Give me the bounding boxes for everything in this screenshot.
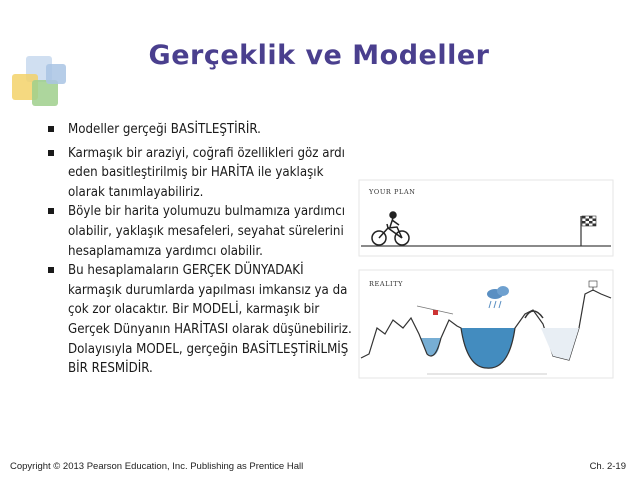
bullet-list — [44, 120, 354, 379]
bullet-text: Bu hesaplamaların GERÇEK DÜNYADAKİ karmaşık durumlarda yapılması imkansız ya da çok zor olacaktır. Bir MODELİ, karmaşık bir Gerçek Dünyanın HARİTASI olarak düşünebiliriz. Dolayısıyla MODEL, gerçeğin BASİTLEŞTİRİLMİŞ BİR RESMİDİR. — [68, 263, 352, 377]
bullet-text: Karmaşık bir araziyi, coğrafi özellikleri göz ardı eden basitleştirilmiş bir HARİTA ile yaklaşık olarak tanımlayabiliriz. — [68, 145, 345, 200]
bullet-item — [44, 144, 354, 203]
plan-reality-illustration — [357, 178, 615, 380]
bullet-square-icon — [48, 267, 54, 273]
bullet-item — [44, 261, 354, 379]
bullet-item — [44, 120, 354, 140]
slide-number: Ch. 2-19 — [589, 461, 626, 472]
copyright-text: Copyright © 2013 Pearson Education, Inc. Publishing as Prentice Hall — [10, 461, 304, 472]
plan-vs-reality-figure — [357, 178, 615, 380]
cable-car-icon — [433, 310, 438, 315]
bullet-text: Modeller gerçeği BASİTLEŞTİRİR. — [68, 122, 261, 137]
slide-footer — [10, 461, 626, 472]
bullet-text: Böyle bir harita yolumuzu bulmamıza yardımcı olabilir, yaklaşık mesafeleri, seyahat sürelerini hesaplamamıza yardımcı olabilir. — [68, 204, 346, 259]
bullet-square-icon — [48, 208, 54, 214]
bullet-square-icon — [48, 150, 54, 156]
plan-label: YOUR PLAN — [369, 188, 416, 196]
bullet-square-icon — [48, 126, 54, 132]
reality-label: REALITY — [369, 280, 404, 288]
bullet-item — [44, 202, 354, 261]
slide-title: Gerçeklik ve Modeller — [148, 40, 490, 71]
